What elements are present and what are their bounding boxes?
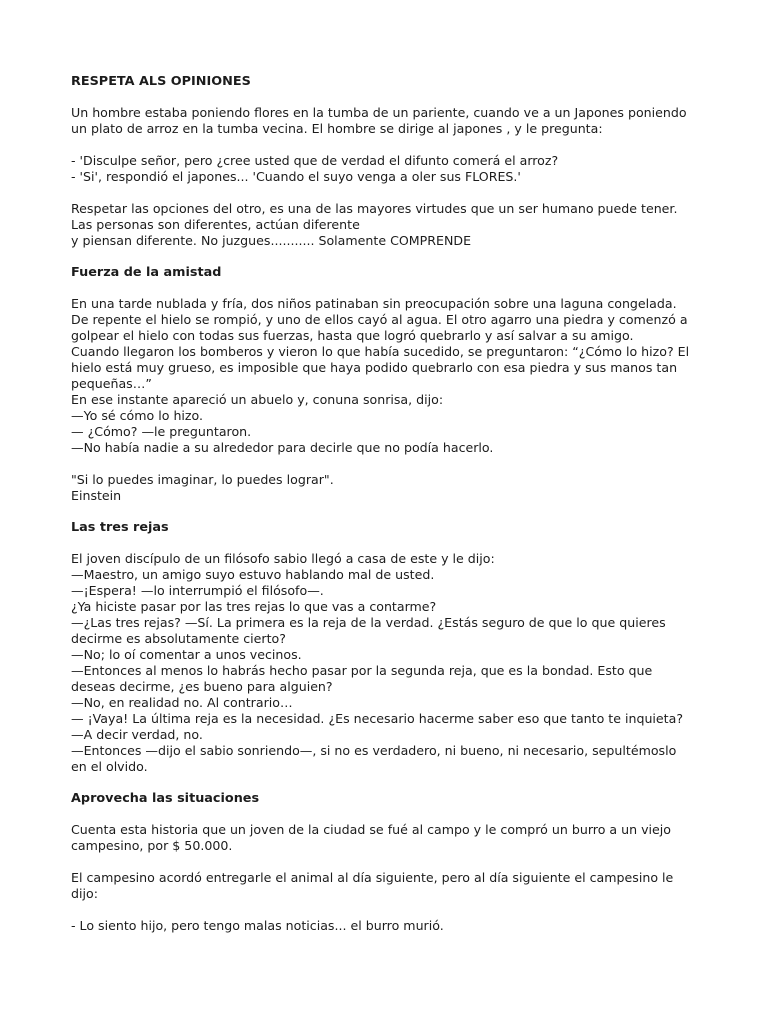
- text-line: y piensan diferente. No juzgues........... Solamente COMPRENDE: [71, 233, 472, 248]
- text-line: pequeñas…”: [71, 376, 152, 391]
- text-line: Einstein: [71, 488, 122, 503]
- text-line: ¿Ya hiciste pasar por las tres rejas lo que vas a contarme?: [71, 599, 437, 614]
- paragraph: [71, 822, 711, 854]
- text-line: —No había nadie a su alrededor para decirle que no podía hacerlo.: [71, 440, 494, 455]
- text-line: —Entonces —dijo el sabio sonriendo—, si no es verdadero, ni bueno, ni necesario, sepultémoslo: [71, 743, 677, 758]
- text-line: dijo:: [71, 886, 98, 901]
- text-line: "Si lo puedes imaginar, lo puedes lograr".: [71, 472, 334, 487]
- text-line: hielo está muy grueso, es imposible que haya podido quebrarlo con esa piedra y sus manos tan: [71, 360, 678, 375]
- paragraph: [71, 105, 711, 137]
- text-line: golpear el hielo con todas sus fuerzas, hasta que logró quebrarlo y así salvar a su amigo.: [71, 328, 634, 343]
- text-line: decirme es absolutamente cierto?: [71, 631, 286, 646]
- paragraph: [71, 153, 711, 185]
- text-line: De repente el hielo se rompió, y uno de ellos cayó al agua. El otro agarro una piedra y comenzó a: [71, 312, 688, 327]
- paragraph: [71, 870, 711, 902]
- text-line: — ¿Cómo? —le preguntaron.: [71, 424, 252, 439]
- text-line: - 'Disculpe señor, pero ¿cree usted que de verdad el difunto comerá el arroz?: [71, 153, 559, 168]
- text-line: En una tarde nublada y fría, dos niños patinaban sin preocupación sobre una laguna congelada.: [71, 296, 677, 311]
- text-line: —¡Espera! —lo interrumpió el filósofo—.: [71, 583, 324, 598]
- text-line: El joven discípulo de un filósofo sabio llegó a casa de este y le dijo:: [71, 551, 495, 566]
- text-line: Cuando llegaron los bomberos y vieron lo que había sucedido, se preguntaron: “¿Cómo lo hizo? El: [71, 344, 690, 359]
- text-line: El campesino acordó entregarle el animal al día siguiente, pero al día siguiente el campesino le: [71, 870, 674, 885]
- text-line: un plato de arroz en la tumba vecina. El hombre se dirige al japones , y le pregunta:: [71, 121, 603, 136]
- text-line: —Maestro, un amigo suyo estuvo hablando mal de usted.: [71, 567, 435, 582]
- text-line: Cuenta esta historia que un joven de la ciudad se fué al campo y le compró un burro a un viejo: [71, 822, 671, 837]
- text-line: Respetar las opciones del otro, es una de las mayores virtudes que un ser humano puede tener.: [71, 201, 678, 216]
- section-heading: Fuerza de la amistad: [71, 265, 222, 280]
- text-line: Las personas son diferentes, actúan diferente: [71, 217, 360, 232]
- text-line: Un hombre estaba poniendo flores en la tumba de un pariente, cuando ve a un Japones poniendo: [71, 105, 687, 120]
- text-line: —Yo sé cómo lo hizo.: [71, 408, 204, 423]
- text-line: - Lo siento hijo, pero tengo malas noticias... el burro murió.: [71, 918, 444, 933]
- text-line: —No; lo oí comentar a unos vecinos.: [71, 647, 302, 662]
- text-line: En ese instante apareció un abuelo y, conuna sonrisa, dijo:: [71, 392, 444, 407]
- text-line: —A decir verdad, no.: [71, 727, 203, 742]
- section-heading: RESPETA ALS OPINIONES: [71, 74, 251, 89]
- text-line: — ¡Vaya! La última reja es la necesidad. ¿Es necesario hacerme saber eso que tanto te inquieta?: [71, 711, 684, 726]
- section-heading: Las tres rejas: [71, 520, 169, 535]
- text-line: campesino, por $ 50.000.: [71, 838, 233, 853]
- text-line: - 'Si', respondió el japones... 'Cuando el suyo venga a oler sus FLORES.': [71, 169, 521, 184]
- text-line: —¿Las tres rejas? —Sí. La primera es la reja de la verdad. ¿Estás seguro de que lo que quieres: [71, 615, 666, 630]
- paragraph: [71, 551, 711, 775]
- text-line: —Entonces al menos lo habrás hecho pasar por la segunda reja, que es la bondad. Esto que: [71, 663, 653, 678]
- text-line: en el olvido.: [71, 759, 148, 774]
- paragraph: [71, 472, 711, 504]
- paragraph: [71, 296, 711, 456]
- document-body: [71, 74, 711, 950]
- section-heading: Aprovecha las situaciones: [71, 791, 260, 806]
- paragraph: [71, 201, 711, 249]
- paragraph: [71, 918, 711, 934]
- text-line: —No, en realidad no. Al contrario…: [71, 695, 293, 710]
- text-line: deseas decirme, ¿es bueno para alguien?: [71, 679, 333, 694]
